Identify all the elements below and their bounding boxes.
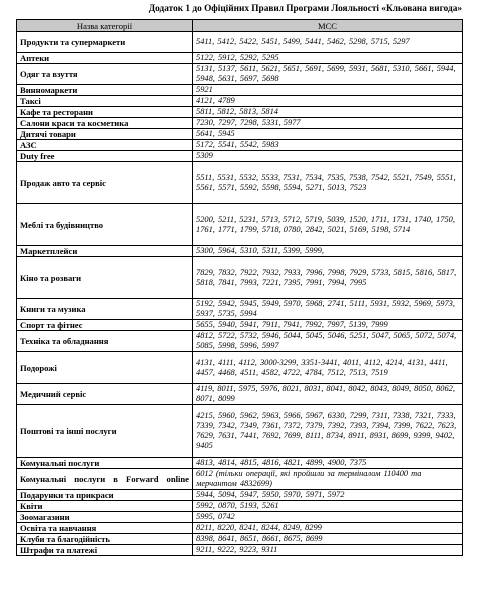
category-name-cell: Кафе та ресторани xyxy=(17,107,193,118)
category-name-cell: Штрафи та платежі xyxy=(17,545,193,556)
category-name-cell: Таксі xyxy=(17,96,193,107)
mcc-codes-cell: 5995, 0742 xyxy=(193,512,463,523)
category-name-cell: Меблі та будівництво xyxy=(17,204,193,246)
table-row xyxy=(17,512,463,523)
column-header-category: Назва категорії xyxy=(17,20,193,32)
table-row xyxy=(17,257,463,299)
table-row xyxy=(17,352,463,384)
category-name-cell: Винномаркети xyxy=(17,85,193,96)
mcc-codes-cell: 5921 xyxy=(193,85,463,96)
mcc-codes-cell: 5200, 5211, 5231, 5713, 5712, 5719, 5039, 1520, 1711, 1731, 1740, 1750, 1761, 1771, 1799, 5718, 0780, 2842, 5021, 5169, 5198, 5714 xyxy=(193,204,463,246)
mcc-codes-cell: 5944, 5094, 5947, 5950, 5970, 5971, 5972 xyxy=(193,490,463,501)
mcc-codes-cell: 4812, 5722, 5732, 5946, 5044, 5045, 5046, 5251, 5047, 5065, 5072, 5074, 5085, 5998, 5996, 5997 xyxy=(193,331,463,352)
category-name-cell: Подарунки та прикраси xyxy=(17,490,193,501)
table-row xyxy=(17,129,463,140)
mcc-codes-cell: 4131, 4111, 4112, 3000-3299, 3351-3441, 4011, 4112, 4214, 4131, 4411, 4457, 4468, 4511, 4582, 4722, 4784, 7512, 7513, 7519 xyxy=(193,352,463,384)
mcc-codes-cell: 5655, 5940, 5941, 7911, 7941, 7992, 7997, 5139, 7999 xyxy=(193,320,463,331)
category-name-cell: Кіно та розваги xyxy=(17,257,193,299)
table-row xyxy=(17,299,463,320)
mcc-codes-cell: 4813, 4814, 4815, 4816, 4821, 4899, 4900, 7375 xyxy=(193,458,463,469)
category-name-cell: Комунальні послуги xyxy=(17,458,193,469)
category-name-cell: Квіти xyxy=(17,501,193,512)
table-row xyxy=(17,204,463,246)
table-row xyxy=(17,405,463,458)
category-name-cell: Техніка та обладнання xyxy=(17,331,193,352)
mcc-codes-cell: 7829, 7832, 7922, 7932, 7933, 7996, 7998, 7929, 5733, 5815, 5816, 5817, 5818, 7841, 7993, 7221, 7395, 7991, 7994, 7995 xyxy=(193,257,463,299)
mcc-codes-cell: 8211, 8220, 8241, 8244, 8249, 8299 xyxy=(193,523,463,534)
table-row xyxy=(17,384,463,405)
table-row xyxy=(17,96,463,107)
category-name-cell: Дитячі товари xyxy=(17,129,193,140)
mcc-codes-cell: 5172, 5541, 5542, 5983 xyxy=(193,140,463,151)
table-row xyxy=(17,162,463,204)
mcc-codes-cell: 9211, 9222, 9223, 9311 xyxy=(193,545,463,556)
table-row xyxy=(17,107,463,118)
category-name-cell: Duty free xyxy=(17,151,193,162)
table-row xyxy=(17,64,463,85)
mcc-codes-cell: 5192, 5942, 5945, 5949, 5970, 5968, 2741, 5111, 5931, 5932, 5969, 5973, 5937, 5735, 5994 xyxy=(193,299,463,320)
table-header-row xyxy=(17,20,463,32)
category-name-cell: Поштові та інші послуги xyxy=(17,405,193,458)
category-name-cell: Продаж авто та сервіс xyxy=(17,162,193,204)
table-row xyxy=(17,331,463,352)
mcc-codes-cell: 5300, 5964, 5310, 5311, 5399, 5999, xyxy=(193,246,463,257)
mcc-codes-cell: 7230, 7297, 7298, 5331, 5977 xyxy=(193,118,463,129)
table-row xyxy=(17,320,463,331)
mcc-codes-cell: 5641, 5945 xyxy=(193,129,463,140)
category-name-cell: Зоомагазини xyxy=(17,512,193,523)
mcc-codes-cell: 6012 (тільки операції, які пройшли за терміналом 110400 та мерчантом 4832699) xyxy=(193,469,463,490)
table-row xyxy=(17,85,463,96)
table-row xyxy=(17,545,463,556)
mcc-codes-cell: 5411, 5412, 5422, 5451, 5499, 5441, 5462, 5298, 5715, 5297 xyxy=(193,32,463,53)
mcc-codes-cell: 4215, 5960, 5962, 5963, 5966, 5967, 6330, 7299, 7311, 7338, 7321, 7333, 7339, 7342, 7349, 7361, 7372, 7379, 7392, 7393, 7394, 7399, 7622, 7623, 7629, 7631, 7441, 7692, 7699, 8111, 8734, 8911, 8931, 8699, 9399, 9402, 9405 xyxy=(193,405,463,458)
column-header-mcc: MCC xyxy=(193,20,463,32)
category-name-cell: Комунальні послуги в Forward online xyxy=(17,469,193,490)
mcc-codes-cell: 4119, 8011, 5975, 5976, 8021, 8031, 8041, 8042, 8043, 8049, 8050, 8062, 8071, 8099 xyxy=(193,384,463,405)
mcc-codes-cell: 5511, 5531, 5532, 5533, 7531, 7534, 7535, 7538, 7542, 5521, 7549, 5551, 5561, 5571, 5592, 5598, 5594, 5271, 5013, 7523 xyxy=(193,162,463,204)
table-row xyxy=(17,53,463,64)
table-row xyxy=(17,246,463,257)
table-row xyxy=(17,151,463,162)
document-page xyxy=(16,0,462,556)
mcc-codes-cell: 5992, 0870, 5193, 5261 xyxy=(193,501,463,512)
table-row xyxy=(17,523,463,534)
category-name-cell: Маркетплейси xyxy=(17,246,193,257)
document-title: Додаток 1 до Офіційних Правил Програми Лояльності «Кльована вигода» xyxy=(148,4,462,14)
mcc-codes-cell: 5131, 5137, 5611, 5621, 5651, 5691, 5699, 5931, 5681, 5310, 5661, 5944, 5948, 5631, 5697, 5698 xyxy=(193,64,463,85)
mcc-codes-cell: 8398, 8641, 8651, 8661, 8675, 8699 xyxy=(193,534,463,545)
table-row xyxy=(17,534,463,545)
category-name-cell: Освіта та навчання xyxy=(17,523,193,534)
category-name-cell: Салони краси та косметика xyxy=(17,118,193,129)
table-row xyxy=(17,32,463,53)
table-body xyxy=(17,32,463,556)
category-name-cell: Подорожі xyxy=(17,352,193,384)
table-row xyxy=(17,501,463,512)
mcc-codes-cell: 4121, 4789 xyxy=(193,96,463,107)
category-name-cell: АЗС xyxy=(17,140,193,151)
table-row xyxy=(17,140,463,151)
category-name-cell: Книги та музика xyxy=(17,299,193,320)
mcc-codes-cell: 5309 xyxy=(193,151,463,162)
category-name-cell: Клуби та благодійність xyxy=(17,534,193,545)
category-name-cell: Продукти та супермаркети xyxy=(17,32,193,53)
mcc-category-table xyxy=(16,19,463,556)
category-name-cell: Спорт та фітнес xyxy=(17,320,193,331)
table-row xyxy=(17,118,463,129)
mcc-codes-cell: 5811, 5812, 5813, 5814 xyxy=(193,107,463,118)
table-row xyxy=(17,458,463,469)
mcc-codes-cell: 5122, 5912, 5292, 5295 xyxy=(193,53,463,64)
table-row xyxy=(17,490,463,501)
category-name-cell: Медичний сервіс xyxy=(17,384,193,405)
table-row xyxy=(17,469,463,490)
category-name-cell: Одяг та взуття xyxy=(17,64,193,85)
category-name-cell: Аптеки xyxy=(17,53,193,64)
